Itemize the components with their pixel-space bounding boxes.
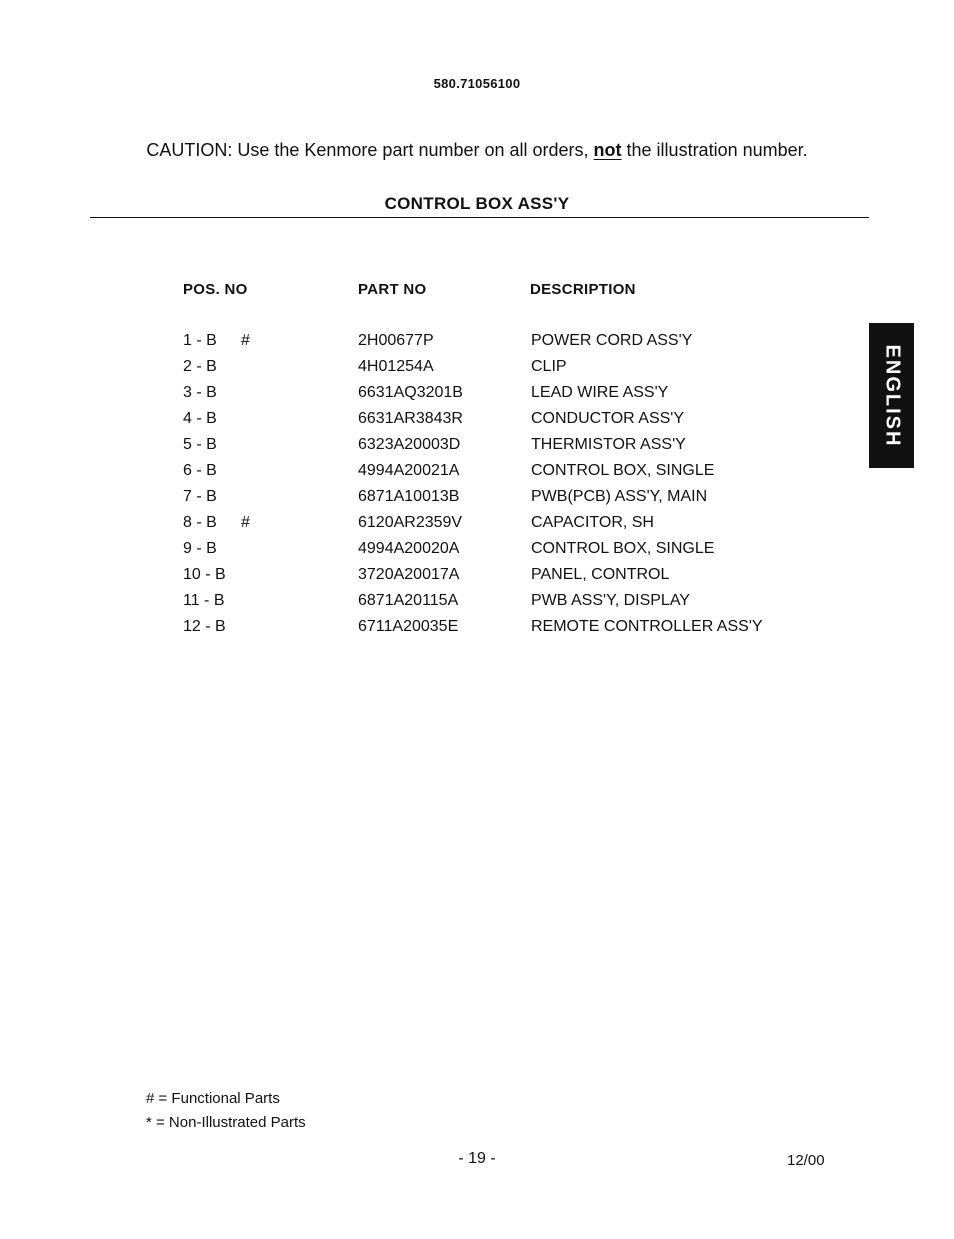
description-cell: CONTROL BOX, SINGLE bbox=[531, 540, 715, 557]
pos-cell: 8 - B bbox=[183, 514, 217, 531]
caution-emphasis: not bbox=[593, 140, 622, 160]
table-row bbox=[0, 563, 954, 589]
section-title: CONTROL BOX ASS'Y bbox=[384, 194, 570, 213]
description-cell: CLIP bbox=[531, 358, 567, 375]
part-number-cell: 6120AR2359V bbox=[358, 514, 463, 531]
column-header-part: PART NO bbox=[358, 281, 427, 298]
description-cell: THERMISTOR ASS'Y bbox=[531, 436, 686, 453]
legend-functional: # = Functional Parts bbox=[146, 1090, 280, 1107]
table-row bbox=[0, 407, 954, 433]
table-row bbox=[0, 537, 954, 563]
table-row bbox=[0, 381, 954, 407]
description-cell: PANEL, CONTROL bbox=[531, 566, 670, 583]
part-number-cell: 3720A20017A bbox=[358, 566, 460, 583]
part-number-cell: 6631AR3843R bbox=[358, 410, 463, 427]
part-number-cell: 6871A10013B bbox=[358, 488, 460, 505]
pos-cell: 5 - B bbox=[183, 436, 217, 453]
description-cell: LEAD WIRE ASS'Y bbox=[531, 384, 669, 401]
description-cell: CONDUCTOR ASS'Y bbox=[531, 410, 685, 427]
parts-table bbox=[0, 329, 954, 641]
description-cell: PWB ASS'Y, DISPLAY bbox=[531, 592, 690, 609]
table-row bbox=[0, 485, 954, 511]
functional-flag: # bbox=[241, 514, 250, 531]
language-tab-label: ENGLISH bbox=[881, 344, 903, 447]
revision-date: 12/00 bbox=[787, 1152, 825, 1169]
column-header-description: DESCRIPTION bbox=[530, 281, 636, 298]
table-row bbox=[0, 329, 954, 355]
description-cell: POWER CORD ASS'Y bbox=[531, 332, 693, 349]
pos-cell: 7 - B bbox=[183, 488, 217, 505]
pos-cell: 4 - B bbox=[183, 410, 217, 427]
pos-cell: 9 - B bbox=[183, 540, 217, 557]
part-number-cell: 2H00677P bbox=[358, 332, 434, 349]
section-divider bbox=[90, 217, 869, 218]
table-row bbox=[0, 355, 954, 381]
table-row bbox=[0, 433, 954, 459]
part-number-cell: 6631AQ3201B bbox=[358, 384, 463, 401]
part-number-cell: 6871A20115A bbox=[358, 592, 459, 609]
pos-cell: 1 - B bbox=[183, 332, 217, 349]
pos-cell: 2 - B bbox=[183, 358, 217, 375]
description-cell: REMOTE CONTROLLER ASS'Y bbox=[531, 618, 763, 635]
functional-flag: # bbox=[241, 332, 250, 349]
part-number-cell: 4H01254A bbox=[358, 358, 434, 375]
pos-cell: 11 - B bbox=[183, 592, 225, 609]
caution-prefix: CAUTION: Use the Kenmore part number on all orders, bbox=[146, 140, 594, 160]
description-cell: CONTROL BOX, SINGLE bbox=[531, 462, 715, 479]
column-header-pos: POS. NO bbox=[183, 281, 248, 298]
table-row bbox=[0, 459, 954, 485]
table-row bbox=[0, 615, 954, 641]
part-number-cell: 6711A20035E bbox=[358, 618, 459, 635]
part-number-cell: 6323A20003D bbox=[358, 436, 461, 453]
caution-notice bbox=[0, 140, 954, 161]
description-cell: PWB(PCB) ASS'Y, MAIN bbox=[531, 488, 708, 505]
table-row bbox=[0, 511, 954, 537]
table-row bbox=[0, 589, 954, 615]
part-number-cell: 4994A20020A bbox=[358, 540, 460, 557]
language-tab bbox=[869, 323, 914, 468]
page-number: - 19 - bbox=[458, 1150, 496, 1167]
legend-non-illustrated: * = Non-Illustrated Parts bbox=[146, 1114, 306, 1131]
pos-cell: 3 - B bbox=[183, 384, 217, 401]
model-number: 580.71056100 bbox=[433, 76, 521, 91]
pos-cell: 12 - B bbox=[183, 618, 226, 635]
description-cell: CAPACITOR, SH bbox=[531, 514, 654, 531]
part-number-cell: 4994A20021A bbox=[358, 462, 460, 479]
pos-cell: 6 - B bbox=[183, 462, 217, 479]
caution-suffix: the illustration number. bbox=[621, 140, 808, 160]
pos-cell: 10 - B bbox=[183, 566, 226, 583]
